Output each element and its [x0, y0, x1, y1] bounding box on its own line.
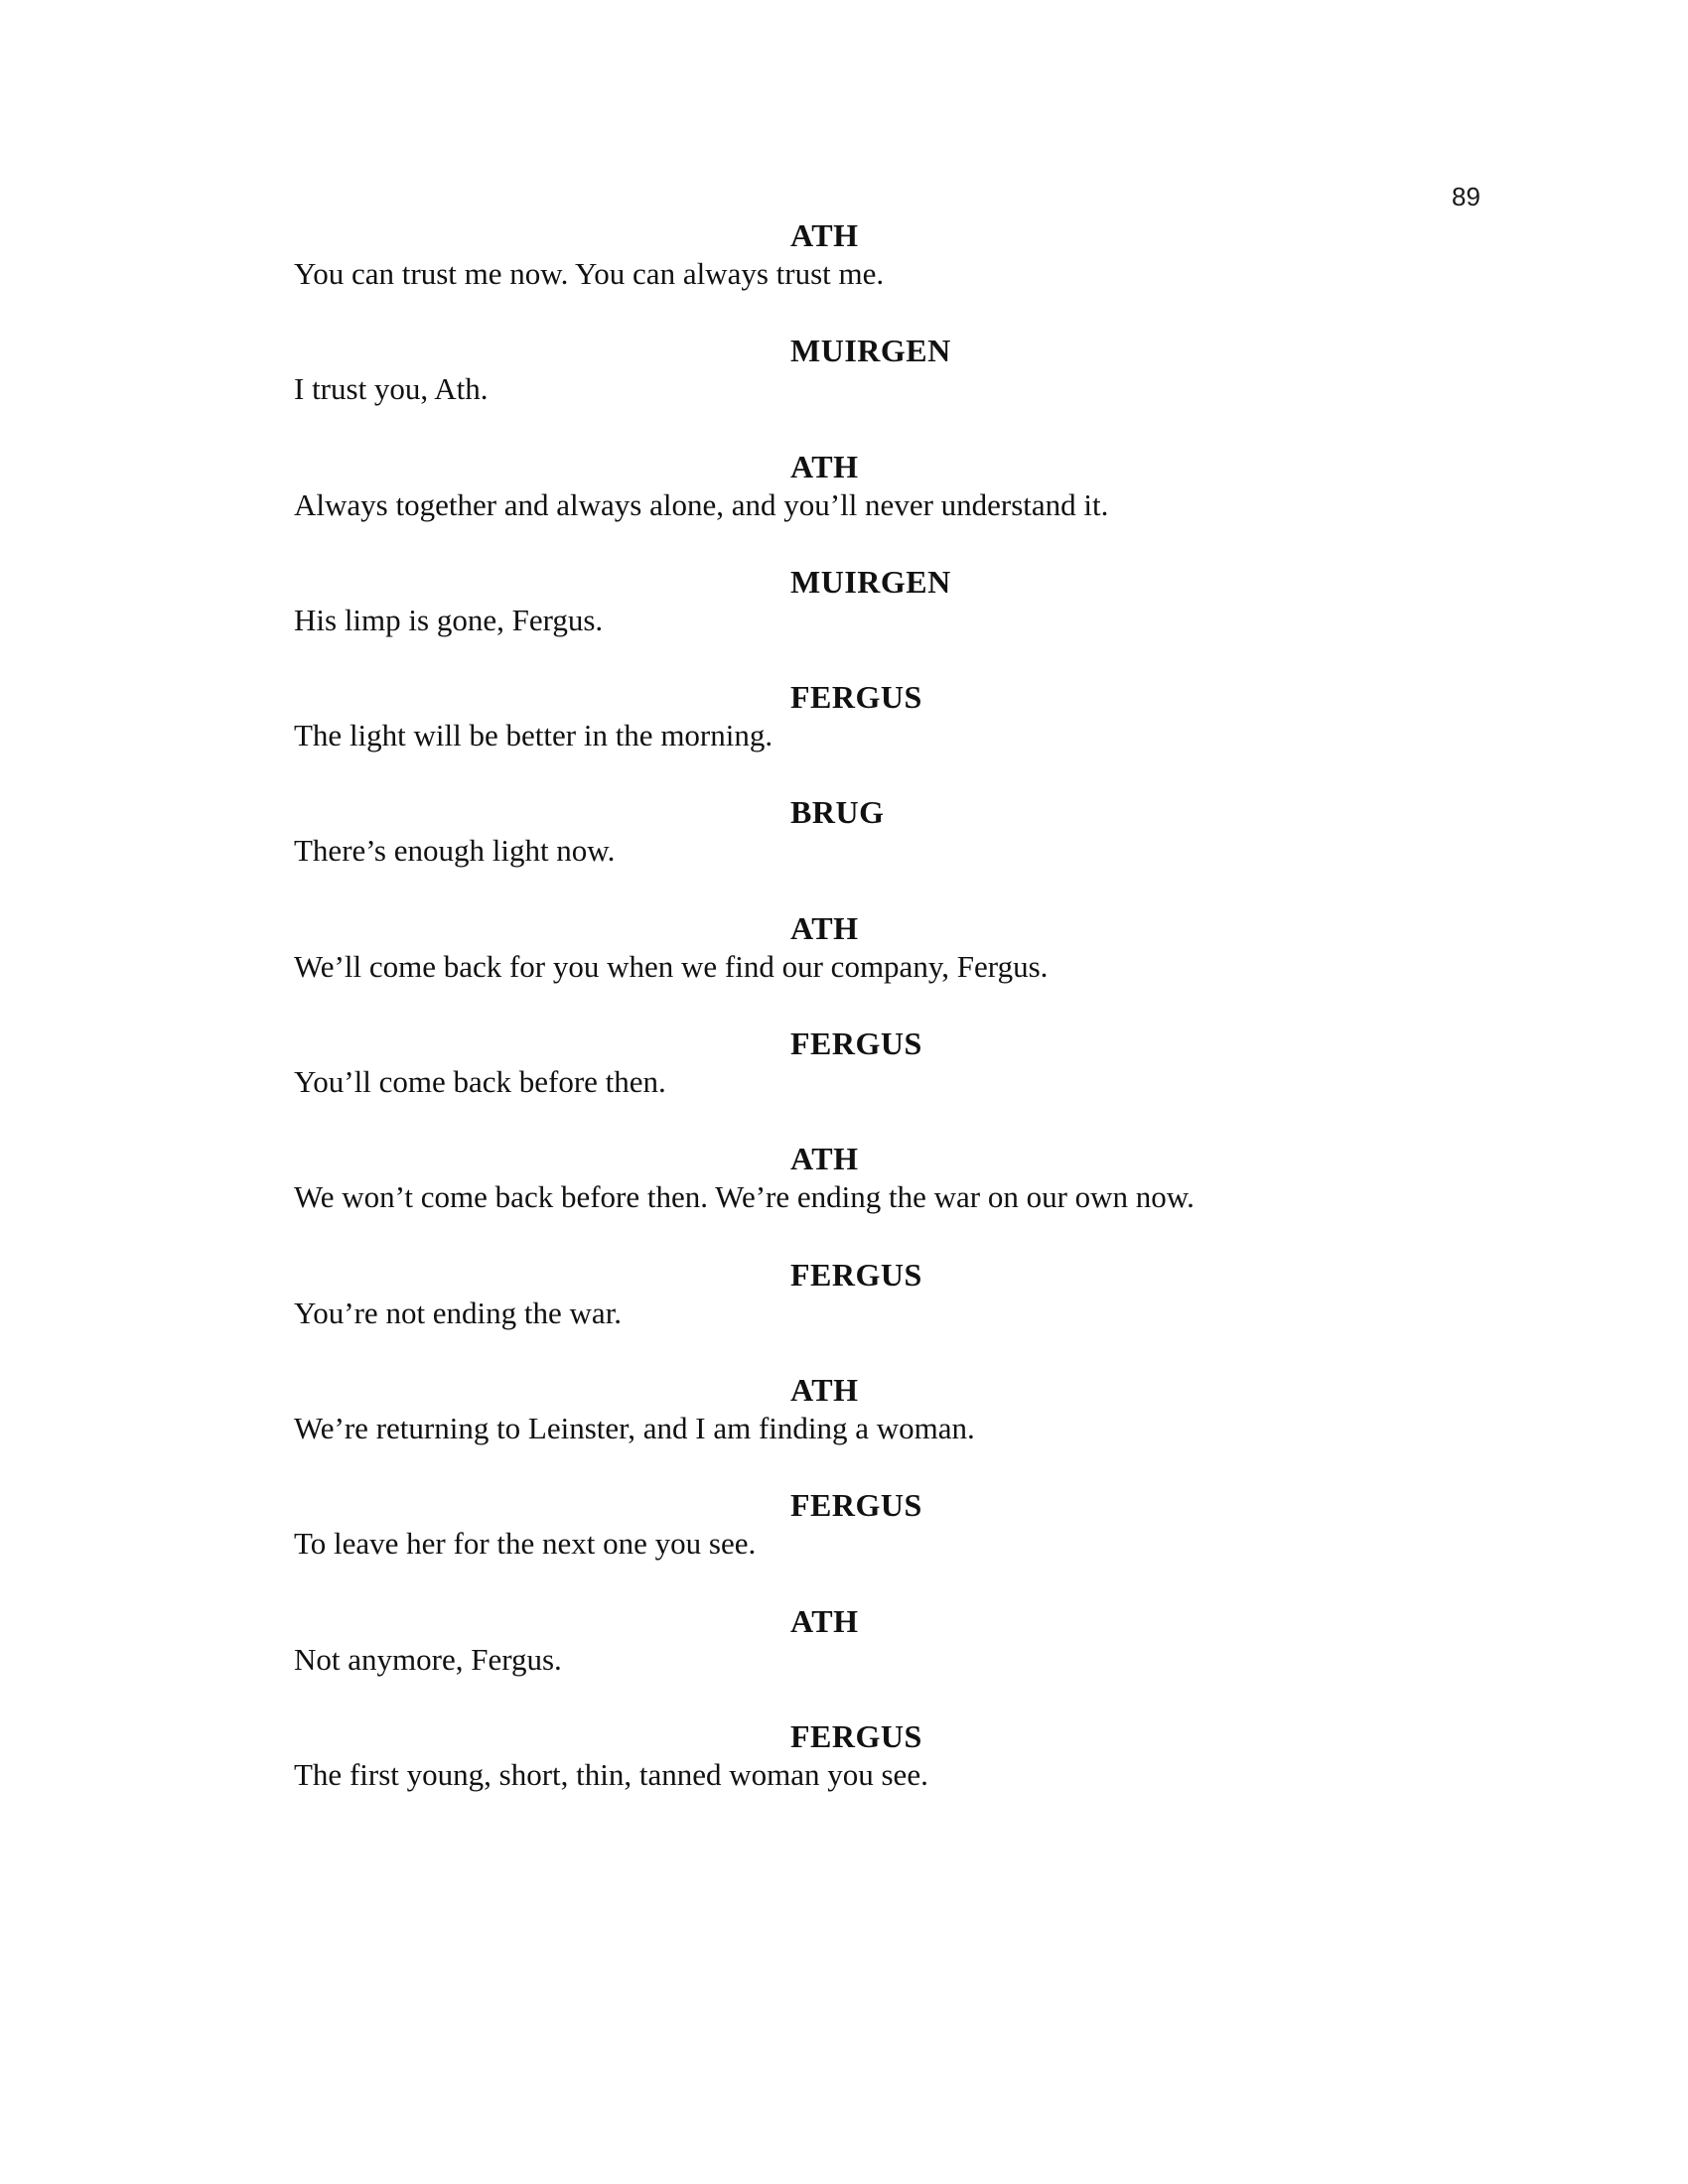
dialogue-line: I trust you, Ath. — [294, 371, 489, 407]
script-dialogue — [294, 215, 1466, 1832]
dialogue-line: Not anymore, Fergus. — [294, 1641, 562, 1677]
dialogue-exchange — [294, 447, 1466, 562]
dialogue-line: We’ll come back for you when we find our company, Fergus. — [294, 948, 1049, 984]
dialogue-exchange — [294, 792, 1466, 907]
dialogue-exchange — [294, 1601, 1466, 1716]
speaker-name: ATH — [790, 1602, 859, 1639]
dialogue-line: To leave her for the next one you see. — [294, 1526, 757, 1562]
speaker-name: FERGUS — [790, 1487, 922, 1524]
dialogue-line: The light will be better in the morning. — [294, 718, 774, 753]
dialogue-line: You’ll come back before then. — [294, 1064, 666, 1100]
speaker-name: FERGUS — [790, 1025, 922, 1062]
speaker-name: ATH — [790, 909, 859, 946]
dialogue-line: There’s enough light now. — [294, 833, 616, 869]
speaker-name: FERGUS — [790, 1256, 922, 1293]
dialogue-line: We won’t come back before then. We’re ending the war on our own now. — [294, 1179, 1195, 1215]
speaker-name: ATH — [790, 1141, 859, 1177]
dialogue-exchange — [294, 1370, 1466, 1485]
dialogue-exchange — [294, 1024, 1466, 1139]
speaker-name: MUIRGEN — [790, 333, 951, 369]
dialogue-exchange — [294, 1139, 1466, 1254]
dialogue-line: We’re returning to Leinster, and I am finding a woman. — [294, 1410, 975, 1445]
dialogue-line: You can trust me now. You can always trust me. — [294, 256, 885, 291]
dialogue-exchange — [294, 215, 1466, 331]
dialogue-exchange — [294, 1485, 1466, 1600]
speaker-name: ATH — [790, 217, 859, 253]
dialogue-exchange — [294, 1716, 1466, 1832]
dialogue-line: Always together and always alone, and you’ll never understand it. — [294, 486, 1109, 522]
speaker-name: BRUG — [790, 794, 885, 831]
speaker-name: MUIRGEN — [790, 563, 951, 600]
dialogue-exchange — [294, 1255, 1466, 1370]
dialogue-line: The first young, short, thin, tanned woman you see. — [294, 1756, 928, 1792]
dialogue-exchange — [294, 677, 1466, 792]
page-number: 89 — [1452, 182, 1480, 211]
speaker-name: ATH — [790, 1371, 859, 1408]
dialogue-line: His limp is gone, Fergus. — [294, 602, 604, 637]
dialogue-line: You’re not ending the war. — [294, 1295, 623, 1330]
dialogue-exchange — [294, 331, 1466, 446]
speaker-name: FERGUS — [790, 1717, 922, 1754]
dialogue-exchange — [294, 562, 1466, 677]
speaker-name: ATH — [790, 448, 859, 484]
speaker-name: FERGUS — [790, 679, 922, 716]
dialogue-exchange — [294, 908, 1466, 1024]
